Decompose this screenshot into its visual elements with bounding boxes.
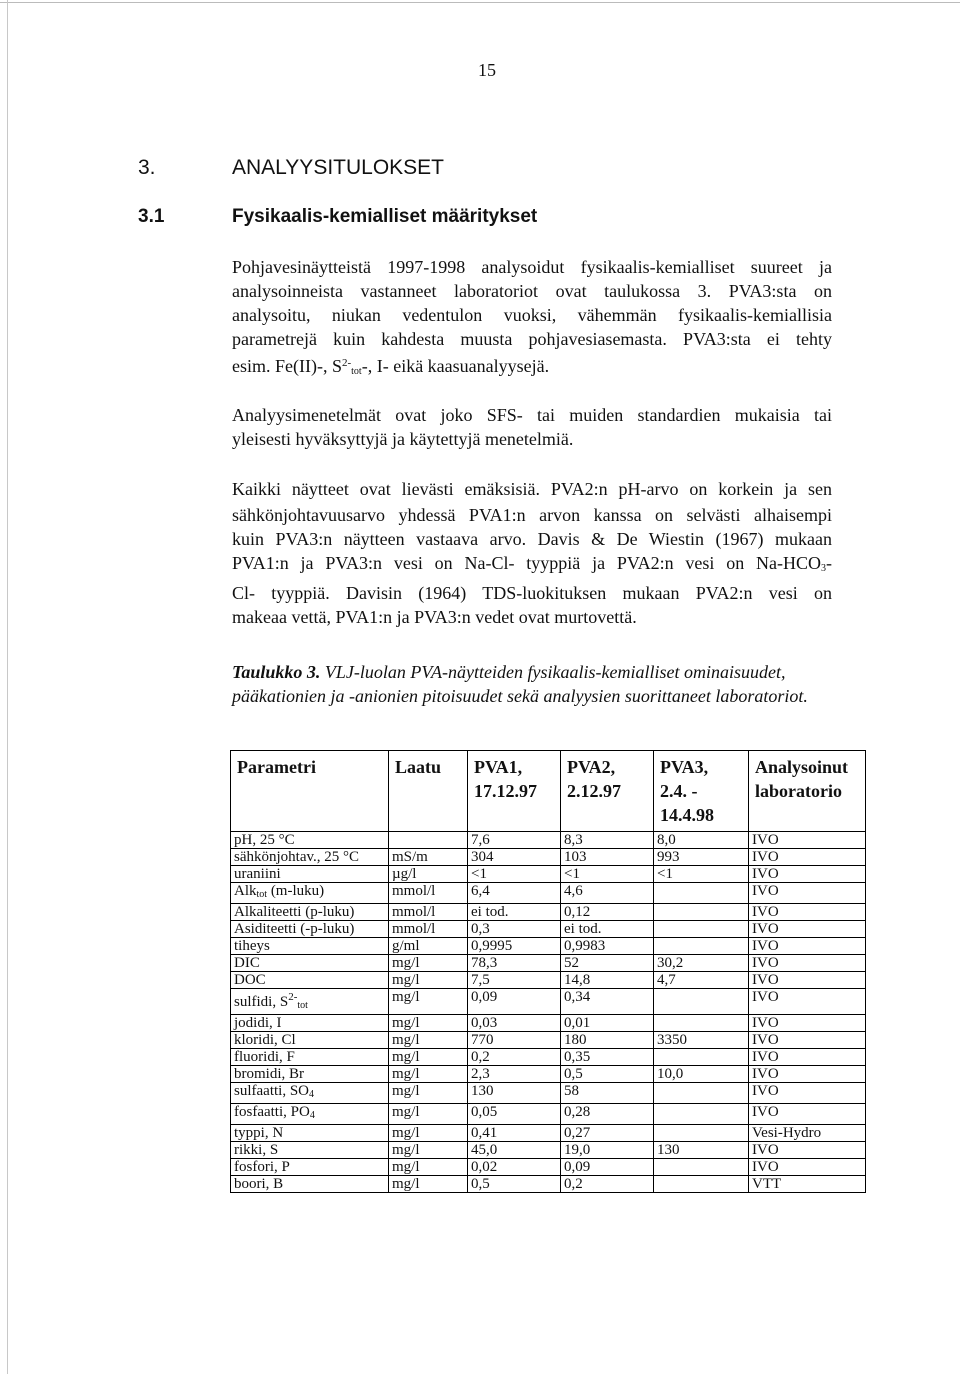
param-cell: tiheys — [231, 938, 389, 955]
lab-cell: IVO — [749, 1142, 866, 1159]
pva1-cell: 0,5 — [468, 1176, 561, 1193]
param-cell: uraniini — [231, 866, 389, 883]
subscript: tot — [256, 889, 268, 900]
text-line: kuin PVA3:n näytteen vastaava arvo. Davis & De Wiestin (1967) mukaan — [232, 529, 832, 549]
pva3-cell — [654, 1104, 749, 1125]
lab-cell: IVO — [749, 866, 866, 883]
pva3-cell — [654, 989, 749, 1015]
param-cell: pH, 25 °C — [231, 832, 389, 849]
header-pva2: PVA2, 2.12.97 — [561, 751, 654, 832]
pva2-cell: 0,9983 — [561, 938, 654, 955]
pva1-cell: 0,09 — [468, 989, 561, 1015]
pva2-cell: <1 — [561, 866, 654, 883]
header-pva1: PVA1, 17.12.97 — [468, 751, 561, 832]
pva3-cell: <1 — [654, 866, 749, 883]
pva1-cell: 0,9995 — [468, 938, 561, 955]
pva2-cell: 0,28 — [561, 1104, 654, 1125]
lab-cell: Vesi-Hydro — [749, 1125, 866, 1142]
scan-edge-top — [0, 2, 960, 3]
param-cell: DOC — [231, 972, 389, 989]
text-line: Kaikki näytteet ovat lievästi emäksisiä. PVA2:n pH-arvo on korkein ja sen — [232, 479, 832, 499]
paragraph-methods — [232, 403, 832, 451]
text-line — [232, 351, 832, 384]
pva2-cell: 0,35 — [561, 1049, 654, 1066]
subscript: 4 — [309, 1089, 314, 1100]
param-cell: jodidi, I — [231, 1015, 389, 1032]
lab-cell: IVO — [749, 1104, 866, 1125]
pva2-cell: 103 — [561, 849, 654, 866]
pva1-cell: 0,41 — [468, 1125, 561, 1142]
lab-cell: IVO — [749, 1032, 866, 1049]
table-header-row — [231, 751, 866, 832]
table-row — [231, 1032, 866, 1049]
unit-cell: mg/l — [389, 1049, 468, 1066]
unit-cell: mg/l — [389, 1066, 468, 1083]
text-line: Cl- tyyppiä. Davisin (1964) TDS-luokituksen mukaan PVA2:n vesi on — [232, 583, 832, 603]
pva2-cell: 0,09 — [561, 1159, 654, 1176]
pva1-cell: 45,0 — [468, 1142, 561, 1159]
parameters-table — [230, 750, 866, 1193]
pva3-cell — [654, 1176, 749, 1193]
table-row — [231, 883, 866, 904]
text-line: sähkönjohtavuusarvo yhdessä PVA1:n arvon kanssa on selvästi alhaisempi — [232, 505, 832, 525]
table-row — [231, 955, 866, 972]
pva2-cell: 0,2 — [561, 1176, 654, 1193]
param-cell: Alk$_{tot}$ (m-luku) — [231, 883, 389, 904]
pva2-cell: 0,01 — [561, 1015, 654, 1032]
table-row — [231, 1104, 866, 1125]
lab-cell: IVO — [749, 832, 866, 849]
unit-cell: g/ml — [389, 938, 468, 955]
pva3-cell — [654, 1049, 749, 1066]
param-cell: sulfaatti, $SO_4$ — [231, 1083, 389, 1104]
pva3-cell: 30,2 — [654, 955, 749, 972]
unit-cell: mg/l — [389, 1083, 468, 1104]
pva1-cell: <1 — [468, 866, 561, 883]
pva2-cell: 0,27 — [561, 1125, 654, 1142]
lab-cell: IVO — [749, 883, 866, 904]
section-heading — [138, 156, 444, 180]
pva1-cell: 0,03 — [468, 1015, 561, 1032]
text-line: Analyysimenetelmät ovat joko SFS- tai muiden standardien mukaisia tai — [232, 405, 832, 425]
table-row — [231, 1015, 866, 1032]
table-row — [231, 989, 866, 1015]
pva1-cell: 0,05 — [468, 1104, 561, 1125]
pva2-cell: 180 — [561, 1032, 654, 1049]
section-title: ANALYYSITULOKSET — [232, 156, 445, 179]
paragraph-alkaline — [232, 477, 832, 501]
text-line: analysoitu, niukan vedentulon vuoksi, vähemmän fysikaalis-kemiallisia — [232, 305, 832, 325]
unit-cell: mg/l — [389, 1125, 468, 1142]
param-cell: fosfori, P — [231, 1159, 389, 1176]
caption-text: VLJ-luolan PVA-näytteiden fysikaalis-kemialliset ominaisuudet, pääkationien ja -anionien pitoisuudet sekä analyysien suorittaneet laboratoriot. — [232, 662, 808, 706]
header-laboratory: Analysoinut laboratorio — [749, 751, 866, 832]
unit-cell: mmol/l — [389, 904, 468, 921]
lab-cell: IVO — [749, 921, 866, 938]
pva1-cell: 304 — [468, 849, 561, 866]
text-line: analysoinneista vastanneet laboratoriot ovat taulukossa 3. PVA3:sta on — [232, 281, 832, 301]
text-fragment: PVA1:n ja PVA3:n vesi on Na-Cl- tyyppiä ja PVA2:n vesi on Na-HCO — [232, 553, 821, 573]
pva3-cell — [654, 904, 749, 921]
paragraph-analyses — [232, 255, 832, 384]
lab-cell: IVO — [749, 1083, 866, 1104]
unit-cell: mS/m — [389, 849, 468, 866]
pva3-cell — [654, 1125, 749, 1142]
header-parameter: Parametri — [231, 751, 389, 832]
lab-cell: IVO — [749, 1066, 866, 1083]
pva3-cell — [654, 921, 749, 938]
table-row — [231, 849, 866, 866]
pva3-cell: 4,7 — [654, 972, 749, 989]
subscript: 4 — [309, 1110, 315, 1121]
lab-cell: IVO — [749, 1049, 866, 1066]
text-line: parametrejä kuin kahdesta muusta pohjavesiasemasta. PVA3:sta ei tehty — [232, 329, 832, 349]
unit-cell: mg/l — [389, 1015, 468, 1032]
section-number: 3. — [138, 156, 156, 179]
pva2-cell: 58 — [561, 1083, 654, 1104]
pva2-cell: 14,8 — [561, 972, 654, 989]
page-number: 15 — [478, 60, 496, 80]
pva1-cell: 0,3 — [468, 921, 561, 938]
unit-cell: mmol/l — [389, 883, 468, 904]
unit-cell: mg/l — [389, 955, 468, 972]
unit-cell: µg/l — [389, 866, 468, 883]
header-pva3: PVA3, 2.4. - 14.4.98 — [654, 751, 749, 832]
pva3-cell — [654, 1159, 749, 1176]
pva3-cell: 8,0 — [654, 832, 749, 849]
lab-cell: IVO — [749, 989, 866, 1015]
param-cell: fosfaatti, $PO_4$ — [231, 1104, 389, 1125]
param-cell: DIC — [231, 955, 389, 972]
param-cell: rikki, S — [231, 1142, 389, 1159]
pva2-cell: 52 — [561, 955, 654, 972]
text-line — [232, 551, 832, 581]
subsection-heading — [138, 206, 537, 228]
unit-cell: mg/l — [389, 989, 468, 1015]
param-cell: kloridi, Cl — [231, 1032, 389, 1049]
subscript: 3 — [821, 563, 826, 574]
lab-cell: IVO — [749, 1015, 866, 1032]
param-cell: sähkönjohtav., 25 °C — [231, 849, 389, 866]
param-cell: Asiditeetti (-p-luku) — [231, 921, 389, 938]
table-row — [231, 1049, 866, 1066]
table-row — [231, 832, 866, 849]
param-cell: sulfidi, $S^{2-}_{tot}$ — [231, 989, 389, 1015]
text-line: yleisesti hyväksyttyjä ja käytettyjä menetelmiä. — [232, 429, 574, 449]
pva1-cell: 0,02 — [468, 1159, 561, 1176]
param-cell: Alkaliteetti (p-luku) — [231, 904, 389, 921]
lab-cell: IVO — [749, 938, 866, 955]
table-row — [231, 1125, 866, 1142]
lab-cell: VTT — [749, 1176, 866, 1193]
table-row — [231, 1159, 866, 1176]
subscript: tot — [297, 1000, 308, 1011]
table-row — [231, 866, 866, 883]
pva1-cell: ei tod. — [468, 904, 561, 921]
caption-label: Taulukko 3. — [232, 662, 321, 682]
subscript: tot — [351, 366, 362, 377]
pva1-cell: 130 — [468, 1083, 561, 1104]
unit-cell: mg/l — [389, 1104, 468, 1125]
pva2-cell: 0,5 — [561, 1066, 654, 1083]
pva3-cell: 130 — [654, 1142, 749, 1159]
pva2-cell: 0,12 — [561, 904, 654, 921]
pva1-cell: 6,4 — [468, 883, 561, 904]
pva2-cell: 4,6 — [561, 883, 654, 904]
table-row — [231, 921, 866, 938]
pva3-cell: 10,0 — [654, 1066, 749, 1083]
scan-edge-left — [7, 0, 8, 1374]
table-row — [231, 1142, 866, 1159]
unit-cell: mg/l — [389, 972, 468, 989]
text-fragment: (m-luku) — [267, 883, 325, 899]
pva1-cell: 0,2 — [468, 1049, 561, 1066]
header-quality: Laatu — [389, 751, 468, 832]
pva3-cell — [654, 938, 749, 955]
pva3-cell — [654, 1083, 749, 1104]
param-cell: fluoridi, F — [231, 1049, 389, 1066]
unit-cell: mg/l — [389, 1159, 468, 1176]
subsection-number: 3.1 — [138, 206, 165, 227]
unit-cell: mg/l — [389, 1142, 468, 1159]
unit-cell: mmol/l — [389, 921, 468, 938]
pva3-cell: 3350 — [654, 1032, 749, 1049]
table-row — [231, 1066, 866, 1083]
table-caption — [232, 660, 842, 708]
param-cell: boori, B — [231, 1176, 389, 1193]
unit-cell: mg/l — [389, 1032, 468, 1049]
param-cell: bromidi, Br — [231, 1066, 389, 1083]
unit-cell — [389, 832, 468, 849]
lab-cell: IVO — [749, 904, 866, 921]
pva3-cell — [654, 1015, 749, 1032]
lab-cell: IVO — [749, 955, 866, 972]
paragraph-water-types — [232, 503, 832, 629]
text-fragment: -, I- eikä kaasuanalyysejä. — [361, 356, 550, 376]
subsection-title: Fysikaalis-kemialliset määritykset — [232, 206, 538, 227]
superscript: 2- — [341, 357, 352, 369]
table-row — [231, 1176, 866, 1193]
pva2-cell: ei tod. — [561, 921, 654, 938]
lab-cell: IVO — [749, 972, 866, 989]
pva1-cell: 7,6 — [468, 832, 561, 849]
pva2-cell: 19,0 — [561, 1142, 654, 1159]
pva3-cell — [654, 883, 749, 904]
table-row — [231, 904, 866, 921]
pva2-cell: 0,34 — [561, 989, 654, 1015]
text-fragment: esim. Fe(II)-, S — [232, 356, 342, 376]
superscript: 2- — [288, 991, 298, 1003]
lab-cell: IVO — [749, 1159, 866, 1176]
table-row — [231, 972, 866, 989]
unit-cell: mg/l — [389, 1176, 468, 1193]
pva1-cell: 770 — [468, 1032, 561, 1049]
param-cell: typpi, N — [231, 1125, 389, 1142]
pva3-cell: 993 — [654, 849, 749, 866]
text-line: makeaa vettä, PVA1:n ja PVA3:n vedet ovat murtovettä. — [232, 607, 637, 627]
table-row — [231, 938, 866, 955]
pva2-cell: 8,3 — [561, 832, 654, 849]
lab-cell: IVO — [749, 849, 866, 866]
pva1-cell: 2,3 — [468, 1066, 561, 1083]
text-fragment: - — [826, 553, 832, 573]
pva1-cell: 78,3 — [468, 955, 561, 972]
table-row — [231, 1083, 866, 1104]
pva1-cell: 7,5 — [468, 972, 561, 989]
text-line: Pohjavesinäytteistä 1997-1998 analysoidut fysikaalis-kemialliset suureet ja — [232, 257, 832, 277]
